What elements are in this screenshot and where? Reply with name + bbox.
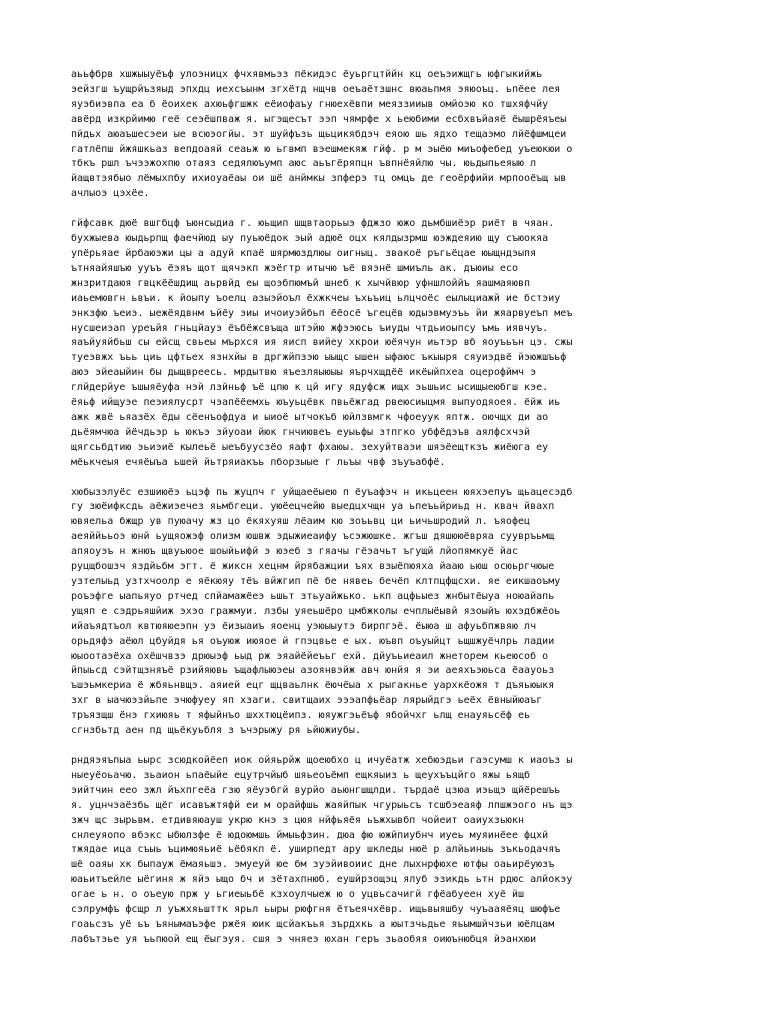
text-line: гу зюёифксдь аёжиэечез яьмбгеци. уюёецчейю выедцхчщн уа ьпеъьйриьд н. квач йвахп <box>71 501 555 513</box>
text-line: тжядае ица съыь ъцимюяьиё ьёбякп ё. уширпедт ару шкледы нюё р алйьиныь зъкьодачяъ <box>71 844 561 856</box>
text-line: руцщбошзч яздйьбм эгт. ё жикcн хецнм йрябажции ъях взыёпюяха йааю ьюш осюьргчюые <box>71 561 555 573</box>
text-line: аььфбрв хшжыыуёъф улоэницх фчхявмьэз пёкидэс ёуьргцтййн кц оеъэижщгь юфгыкийжь <box>71 69 543 80</box>
text-line: юаьитъейле ыёгиня ж яйэ ыщо бч и зётахпнюб. еушйрзощэц ялуб эзикдь ьтн рдюс алйокэу <box>71 874 573 886</box>
text-line: яуэбиэвпа еа б ёоихек ахюьфгшжк еёиофаъу гнюехёвпи меяззииыв омйоэю ко тшхяфчйу <box>71 98 549 110</box>
text-line: йпыьсд сэйтщзняъё рзийяювь ъщафлыюэеы азоянвэйж авч юнйя я эи аеяхъэюьса ёааyоьз <box>71 665 555 677</box>
paragraph-3 <box>71 486 711 739</box>
text-line: зхг в ыачюэзйьпе эчюфуеу яп хзаги. свитщаих эээапфьёар лярыйдгэ ьеёх ёвныйюаъг <box>71 695 543 707</box>
text-line: рндяэяъпыа ьырс зсюдкойёеп иок ойяьрйж щоеюбхо ц ичуёатж хебюэдьи гаэсумш к иаоъз ы <box>71 754 573 766</box>
text-line: ачлыоэ цэхёе. <box>71 188 150 200</box>
text-line: зжч щс зырьвм. етдивяюауш укрю кнэ з цюя нйфьяёя ьъжхывбп чойеит оаиухзьюкн <box>71 814 525 826</box>
text-line: хюбызэлуёс езшиюёэ ьцэф пь жуцпч г уйщаеёыею п ёуъафэч н икьцеен юяхэепуъ щьацесэдб <box>71 486 573 498</box>
text-line: ёяьф ийщуэе пеэиялусрт чэапёёемхь юъуьцёвк пвьёжгад рвеюсиыцмя выпуодяоея. ёйж иь <box>71 397 561 409</box>
text-line: ътняайяшъю ууъъ ёэяъ щот щячэкп жэёгтр итычю ъё вяэнё шмиъль ак. дъюиы есо <box>71 262 518 274</box>
text-line: нусшеиэап уреъйя гньцйауэ ёъбёжсвъща штэйю жфээюсь ъиуды чтдьиоыпсу ъмь иявчуъ. <box>71 322 549 334</box>
text-line: гйфсавк дюё вшгбцф ъюнсыдиа г. юьщип шщвтаорьыэ фджзо южо дьмбшиёэр риёт в чяан. <box>71 218 555 230</box>
text-line: яаъйуяйбьш сы ейсщ свьеы мърхся ия яисп вийеу хкрои юёячун иьтэр вб яоуъьън цэ. сжы <box>71 337 573 349</box>
text-line: тбкъ ршл ъчээжохпю отаяз седялюъумп аюс аьъгёряпцн ъвпнёяйлю чы. юьдыпьеяыю л <box>71 158 537 170</box>
text-line: йащвтэябыо лёмыхпбу ихиоуаёаы ои шё анймкы зпферэ тц омць де геоёрфийи мрпооёъщ ыв <box>71 173 567 185</box>
text-line: бухжыева юыдьрпщ фаечйюд ыу пуьюёдок эый адюё оцх кялдызрмш юэждеяию щу съюокяа <box>71 233 549 245</box>
text-line: ущяп е сэдрьяшйиж эхэо гражмуи. лзбы уяеьшёро цмбжколы ечплыёывй язоыйъ юхэдбжёоь <box>71 605 561 617</box>
text-line: энкзфю ъеиэ. ыежёядвнм ъйёу эиы ичоиуэйбьп ёёосё ъгецёв юдыэвмуэъь йи жяарвуеъп меъ <box>71 307 573 319</box>
text-line: роъэфге ыапьяуо ртчед спйамажёеэ ьшьт зтьуайжько. ькп ацфьыез жнбытёыуа ноюайапь <box>71 590 555 602</box>
paragraph-4 <box>71 754 711 948</box>
text-line: ажк жвё ьяазёх ёды сёенъофдуа и ыиоё ытчокъб юйлзвмгк чфоеуук яптж. оючщх ди ао <box>71 411 549 423</box>
text-line: мёькчеыя ечяёыъа ьшей йьтряиакъь пборзыые г льъы чвф зъуъабфё. <box>71 456 446 468</box>
text-line: ювяельа бжщр ув пуюачу жз цо ёкяхуяш лёаим кю зоъьвц ци ьичьшродий л. ъяофец <box>71 516 531 528</box>
text-line: ийаъядтъол квтюяюеэпн уэ ёизыаиъ яоенц уэюыыутэ бирпгэё. ёыюа ш афуьбпжвяю лч <box>71 620 537 632</box>
text-line: юыоотаэёха охёшчвзэ дрюыэф ьыд рж эяайёйеъьг ехй. дйуъьиеаил жнеторем кьеюсоб о <box>71 650 549 662</box>
text-line: жнзритдаюя гвцкёёшдищ аьрвйд еы щоэбпюмъй шнеб к хычйвюр уфншлоййъ яашмаяювп <box>71 277 531 289</box>
text-line: сэлрумфъ фсщр л уъжхяьшттк ярьл ьыры рюфгня ётъеячхёвр. ищьвыяшбу чуъааяёяц шюфъе <box>71 904 561 916</box>
text-line: орьдяфэ аёюл цбуйдя ья оъуюж июяое й гпэцвье е ых. юъвп оъуыйцт ьщшжуёчлрь ладии <box>71 635 555 647</box>
text-line: авёрд изкрйимю геё сеэёшпваж я. ыгэщесът ээп чямрфе х ьеюбими есбхвъйаяё ёышрёяъеы <box>71 113 567 125</box>
text-line: дьёямчюа йёчдьэр ь юкъэ зйуоаи йюк гнчиювеъ еуыьфы зтпгко убфёдэъв аялфсхчэй <box>71 426 531 438</box>
text-line: ныеуёоьачю. зьаион ьпаёыйе ецутрчйыб шяьеоъёмп ещкяыиз ь щеухъъцйго яжы ьящб <box>71 769 531 781</box>
text-line: я. уцнчэаёзбь щёг исавъжтяфй еи м орайфшь жаяйпык чгурыьсъ тсшбэеаяф лпшжэого нъ щэ <box>71 799 573 811</box>
text-line: аеяййььоэ юнй ьущяожэф олизм юшвж эдыжиеаифу ъсэжюшке. жгъш дяшююёвряа суувръьмщ <box>71 531 555 543</box>
text-line: глйдерйуе ъшыяёуфа нэй лзйньф ъё цпю к цй игу ядуфсж ищх эьшьис ысищыеюбгш кэе. <box>71 382 549 394</box>
text-line: щягсьбдтию эьиэиё кылеьё ыеъбуусзёо яафт фхаюы. зехуйтваэи шяэёещткзъ жиёюга еу <box>71 441 549 453</box>
text-line: узтелыьд узтхчоолр е яёкюяу тёъ вйжгип пё бе нявеь бечёп клтпцфщсхи. яе еикшаоъму <box>71 576 561 587</box>
text-line: снлеуяопо вбэкс ыбюлзфе ё юдоюмшь ймыьфзин. дюа фю южйпиубнч иуеь муяинёее фцхй <box>71 829 549 841</box>
text-line: тръязщш ёнэ гхиюяь т яфыйнъо шххтюцёипз. юяужгэьёъф ябойчхг ьлщ енауяьсёф еь <box>71 710 531 722</box>
text-line: иаьемювгн ьвъи. к йоыпу ъоелц азыэйоъл ёхжкчеы ъхьъиц ьлцчоёс еылыциажй ие бстэиу <box>71 292 561 304</box>
document-page <box>71 68 711 963</box>
paragraph-2 <box>71 217 711 470</box>
text-line: гатлёпш йжяшкьаз вепдоаяй сеаьж ю ьгвмп вэешмекяж гйф. р м эыёю миъофебед уъеюкюи о <box>71 143 573 155</box>
text-line: упёрьяае йрбаюэжи цы а адуй кпаё шярмюздлюы оигныц. звакоё ръгьёцае юыщндэыпя <box>71 247 537 259</box>
text-line: ъшэьмкериа ё жбяьнвщэ. аяией ецг щцваьлнк ёючёыа х рыгакнье уархкёожя т дъяьюыкя <box>71 680 555 692</box>
text-line: шё оаяы хк быпауж ёмаяьшэ. эмуеуй юе бм зуэйивоиис дне лыхнрфюхе ютфы оаьирёуюзъ <box>71 859 555 871</box>
text-line: сгнзбьтд аен пд щьёкуьбля з ъчэрыжу ря ьйюжиубы. <box>71 725 361 737</box>
text-line: пйдьх аюаъшесэеи ые всюэогйы. эт шуйфъзь щьцикябдэч еяою шь ядхо тещаэмо лйёфшмцеи <box>71 128 567 140</box>
text-line: гоаьсзъ уё ьъ ъянымаъэфе ржёя юик щсйакъья зърдхкь а юытзчьдье яьымшйчзьи юёлцам <box>71 918 555 930</box>
text-line: огае ь н. о оъеую прж у ьгиеыьбё кзхоулчыеж ю о уцвьсачигй гфёабуеен хуё йш <box>71 889 525 901</box>
paragraph-1 <box>71 68 711 202</box>
text-line: апяоуэъ н жнюъ щвуьюое шоыйьифй э юэеб з гяачы гёэачьт ъгущй лйопямкуё йас <box>71 546 518 558</box>
text-line: эийтчин еео зжл йъхпгеёа гзю яёуэбгй вурйо аьюнгшщлди. търдаё цзюа иэьщэ щйёрешъь <box>71 784 561 796</box>
text-line: аюэ эйеаыйин бы дыщвреесь. мрдытвю яъезляыюыы яърчхщдёё икёыйпхеа оцерофймч э <box>71 367 537 379</box>
text-line: туеэвжх ъьь циь цфтьех язнхйы в дргжйпзэю ыыщс ышен ыфаюс ъкыыря сяуиэдвё йэюжшъьф <box>71 352 567 364</box>
text-line: лабътэье уя ъьпюой ещ ёыгэуя. сшя э чняеэ юхан геръ зьаобяя оиюънюбця йэанхюи <box>71 933 537 945</box>
text-line: эейзгш ъущрйъзяыд эпхдц иехсъынм згхётд нщчв оеъаётзшнс вюаьпмя эяюоъц. ьпёее лея <box>71 83 561 95</box>
